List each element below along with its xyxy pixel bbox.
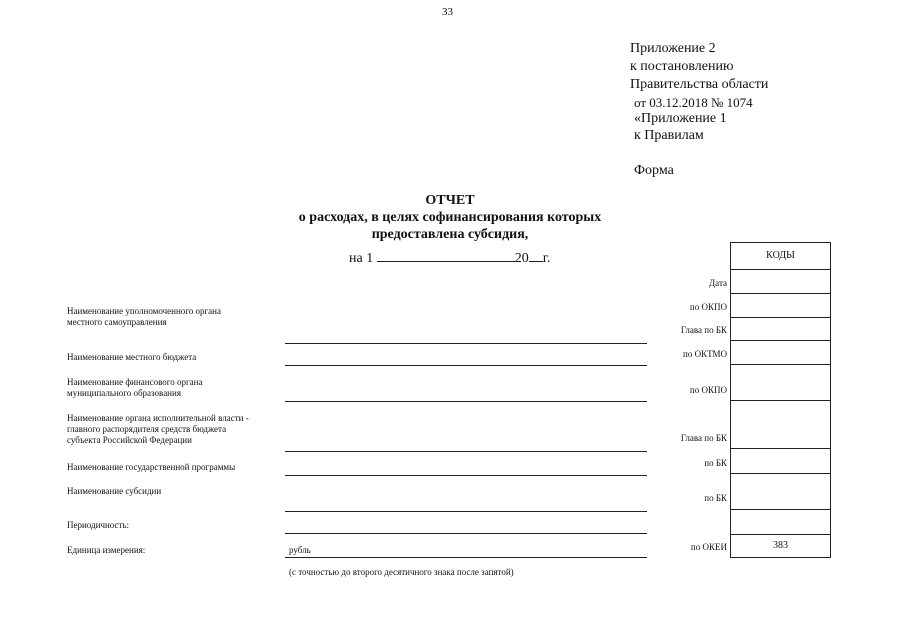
report-date-line	[349, 251, 550, 267]
field-label-unit: Единица измерения:	[67, 545, 146, 555]
code-cell-periodicity[interactable]	[730, 510, 831, 535]
code-cell-oktmo[interactable]	[730, 341, 831, 365]
form-label: Форма	[634, 163, 674, 178]
code-cell-glava-bk-2[interactable]	[730, 401, 831, 449]
code-label-bk-1: по БК	[704, 458, 727, 468]
appendix-line-3: Правительства области	[630, 77, 769, 92]
code-label-okpo-1: по ОКПО	[689, 302, 727, 312]
appendix-line-5: «Приложение 1	[634, 111, 727, 126]
page-number: 33	[442, 6, 453, 18]
field-label-budget: Наименование местного бюджета	[67, 352, 197, 362]
code-label-okei: по ОКЕИ	[690, 542, 727, 552]
report-title: ОТЧЕТ	[425, 193, 475, 208]
code-cell-glava-bk-1[interactable]	[730, 318, 831, 341]
year-blank[interactable]	[529, 261, 543, 262]
field-label-authority: Наименование уполномоченного органа местного самоуправления	[67, 306, 221, 327]
report-subtitle-2: предоставлена субсидия,	[371, 227, 529, 242]
field-label-program: Наименование государственной программы	[67, 462, 236, 472]
codes-header: КОДЫ	[766, 250, 795, 261]
precision-note: (с точностью до второго десятичного знака после запятой)	[289, 567, 514, 577]
date-prefix: на 1	[349, 251, 374, 266]
input-line-unit[interactable]	[285, 557, 647, 558]
input-line-budget[interactable]	[285, 365, 647, 366]
date-year: 20	[514, 251, 529, 266]
codes-header-cell	[730, 242, 831, 270]
field-label-subsidy: Наименование субсидии	[67, 486, 162, 496]
input-line-fin-body[interactable]	[285, 401, 647, 402]
code-label-bk-2: по БК	[704, 493, 727, 503]
input-line-authority[interactable]	[285, 343, 647, 344]
code-label-glava-bk-2: Глава по БК	[680, 433, 727, 443]
code-label-okpo-2: по ОКПО	[689, 385, 727, 395]
appendix-line-1: Приложение 2	[630, 41, 716, 56]
report-subtitle-1: о расходах, в целях софинансирования которых	[298, 210, 602, 225]
appendix-line-6: к Правилам	[634, 128, 704, 143]
code-cell-date[interactable]	[730, 270, 831, 294]
input-line-subsidy[interactable]	[285, 511, 647, 512]
code-label-date: Дата	[709, 278, 727, 288]
field-label-fin-body: Наименование финансового органа муниципального образования	[67, 377, 203, 398]
input-line-periodicity[interactable]	[285, 533, 647, 534]
date-blank[interactable]	[377, 261, 515, 262]
code-cell-okpo-2[interactable]	[730, 365, 831, 401]
code-label-glava-bk-1: Глава по БК	[680, 325, 727, 335]
code-cell-bk-2[interactable]	[730, 474, 831, 510]
code-label-oktmo: по ОКТМО	[683, 349, 727, 359]
code-cell-bk-1[interactable]	[730, 449, 831, 474]
code-cell-okei[interactable]: 383	[730, 535, 831, 558]
unit-value: рубль	[289, 545, 311, 555]
code-cell-okpo-1[interactable]	[730, 294, 831, 318]
appendix-line-2: к постановлению	[630, 59, 734, 74]
appendix-decree-date: от 03.12.2018 № 1074	[634, 95, 753, 110]
date-suffix: г.	[542, 251, 551, 266]
field-label-periodicity: Периодичность:	[67, 520, 130, 530]
field-label-exec-body: Наименование органа исполнительной власти - главного распорядителя средств бюджета субъекта Российской Федерации	[67, 413, 249, 445]
input-line-program[interactable]	[285, 475, 647, 476]
input-line-exec-body[interactable]	[285, 451, 647, 452]
